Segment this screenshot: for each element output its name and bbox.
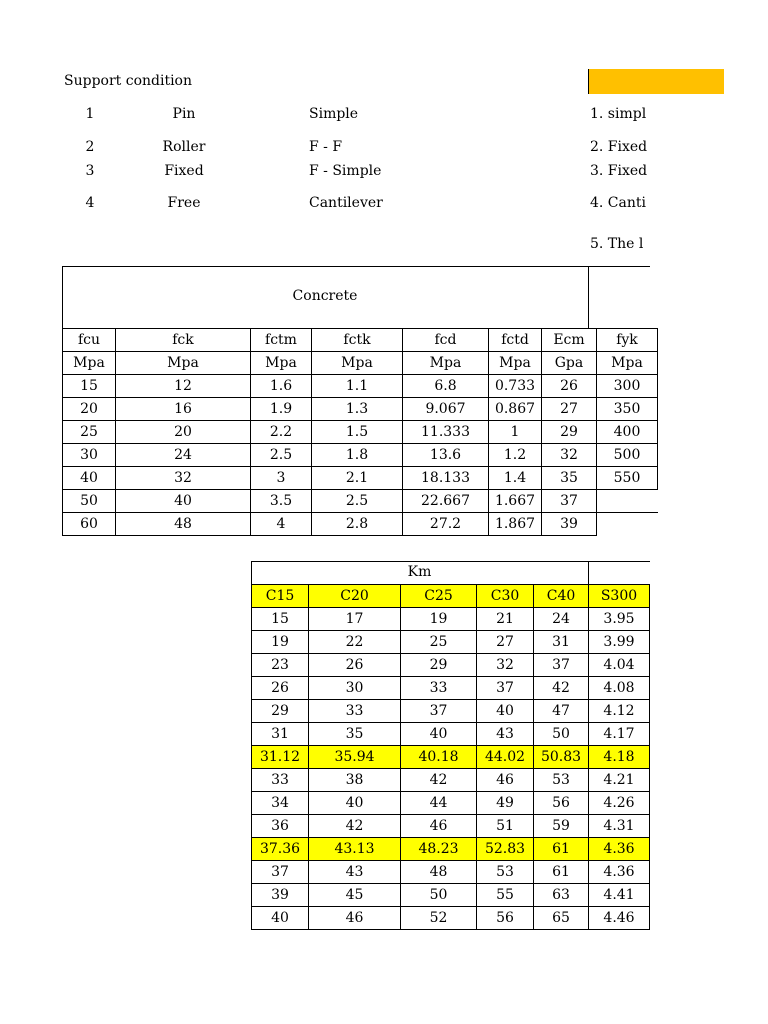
table-cell: 48.23	[401, 838, 477, 861]
table-cell: 400	[597, 421, 658, 444]
table-cell: fck	[116, 329, 251, 352]
table-cell: 29	[401, 654, 477, 677]
concrete-title: Concrete	[292, 288, 358, 304]
table-cell: 46	[401, 815, 477, 838]
table-cell: 30	[63, 444, 116, 467]
table-cell: 50	[534, 723, 589, 746]
table-cell: 4.21	[589, 769, 650, 792]
table-cell: 55	[477, 884, 534, 907]
table-cell: 44	[401, 792, 477, 815]
concrete-table	[62, 328, 658, 536]
table-row	[252, 792, 650, 815]
table-cell: 61	[534, 838, 589, 861]
table-cell: 2.5	[312, 490, 403, 513]
table-cell: 43	[477, 723, 534, 746]
table-cell: fcd	[403, 329, 489, 352]
table-cell: 29	[542, 421, 597, 444]
table-cell: 4.26	[589, 792, 650, 815]
table-cell: 43.13	[309, 838, 401, 861]
table-row	[252, 838, 650, 861]
table-cell: Mpa	[597, 352, 658, 375]
table-cell: 0.867	[489, 398, 542, 421]
table-cell: 40	[309, 792, 401, 815]
table-cell: 33	[252, 769, 309, 792]
table-cell: 32	[542, 444, 597, 467]
table-cell: 40	[252, 907, 309, 930]
table-cell: fcu	[63, 329, 116, 352]
table-cell: 1.3	[312, 398, 403, 421]
table-cell: 300	[597, 375, 658, 398]
table-cell: 24	[116, 444, 251, 467]
table-cell: 13.6	[403, 444, 489, 467]
table-cell: 42	[534, 677, 589, 700]
support-desc: F - F	[309, 139, 343, 155]
table-cell: 4.18	[589, 746, 650, 769]
table-cell: 27.2	[403, 513, 489, 536]
table-cell: 4.17	[589, 723, 650, 746]
table-row	[63, 375, 658, 398]
table-cell: 4.36	[589, 861, 650, 884]
table-cell: Mpa	[403, 352, 489, 375]
support-num: 2	[85, 139, 95, 155]
table-cell: fyk	[597, 329, 658, 352]
table-cell: 60	[63, 513, 116, 536]
table-cell: C40	[534, 585, 589, 608]
table-cell: 2.8	[312, 513, 403, 536]
support-type: Roller	[162, 139, 206, 155]
table-row	[252, 769, 650, 792]
concrete-units-row	[63, 352, 658, 375]
table-cell: 23	[252, 654, 309, 677]
support-type: Fixed	[164, 163, 204, 179]
table-cell: 26	[252, 677, 309, 700]
table-cell: 21	[477, 608, 534, 631]
table-cell: 350	[597, 398, 658, 421]
table-cell: 31	[252, 723, 309, 746]
table-cell: 4.41	[589, 884, 650, 907]
table-cell: 2.5	[251, 444, 312, 467]
table-cell: 4.46	[589, 907, 650, 930]
table-cell: 52	[401, 907, 477, 930]
table-cell: 48	[401, 861, 477, 884]
table-cell: 44.02	[477, 746, 534, 769]
table-cell: C25	[401, 585, 477, 608]
table-cell: 4	[251, 513, 312, 536]
support-type: Free	[167, 195, 201, 211]
table-cell: 30	[309, 677, 401, 700]
table-cell	[597, 490, 658, 513]
table-row	[252, 746, 650, 769]
support-num: 3	[85, 163, 95, 179]
table-cell: 37	[252, 861, 309, 884]
table-cell: 59	[534, 815, 589, 838]
table-row	[252, 907, 650, 930]
table-cell: 40	[477, 700, 534, 723]
table-cell: 37	[534, 654, 589, 677]
table-cell: 29	[252, 700, 309, 723]
table-cell: 39	[542, 513, 597, 536]
table-cell: 31.12	[252, 746, 309, 769]
table-cell: Gpa	[542, 352, 597, 375]
table-cell: 4.04	[589, 654, 650, 677]
table-row	[252, 884, 650, 907]
table-cell: 33	[401, 677, 477, 700]
table-row	[252, 677, 650, 700]
table-cell: 47	[534, 700, 589, 723]
table-cell: 1.8	[312, 444, 403, 467]
table-cell: 22	[309, 631, 401, 654]
table-cell: 1.5	[312, 421, 403, 444]
table-cell: S300	[589, 585, 650, 608]
table-cell	[597, 513, 658, 536]
table-cell: 0.733	[489, 375, 542, 398]
table-row	[252, 700, 650, 723]
table-cell: 43	[309, 861, 401, 884]
table-cell: 37	[477, 677, 534, 700]
table-cell: 25	[401, 631, 477, 654]
table-cell: 45	[309, 884, 401, 907]
table-cell: 40	[63, 467, 116, 490]
table-row	[63, 513, 658, 536]
km-table	[251, 584, 650, 930]
table-cell: 52.83	[477, 838, 534, 861]
table-cell: 15	[252, 608, 309, 631]
table-cell: 33	[309, 700, 401, 723]
support-desc: Simple	[309, 106, 359, 122]
table-cell: 20	[116, 421, 251, 444]
table-cell: 53	[477, 861, 534, 884]
km-header-row	[252, 585, 650, 608]
table-row	[63, 467, 658, 490]
table-cell: 40.18	[401, 746, 477, 769]
highlighted-cell	[588, 69, 724, 94]
table-cell: 550	[597, 467, 658, 490]
table-cell: 3.5	[251, 490, 312, 513]
table-cell: 4.12	[589, 700, 650, 723]
table-cell: 36	[252, 815, 309, 838]
note-item: 4. Canti	[590, 195, 646, 211]
table-cell: 26	[309, 654, 401, 677]
table-cell: 1.6	[251, 375, 312, 398]
table-row	[63, 398, 658, 421]
table-cell: 15	[63, 375, 116, 398]
table-row	[252, 608, 650, 631]
table-cell: 37	[401, 700, 477, 723]
table-cell: 42	[309, 815, 401, 838]
table-cell: 9.067	[403, 398, 489, 421]
table-cell: C30	[477, 585, 534, 608]
table-cell: 3.99	[589, 631, 650, 654]
table-cell: 53	[534, 769, 589, 792]
support-desc: Cantilever	[309, 195, 383, 211]
note-item: 1. simpl	[590, 106, 647, 122]
table-cell: 63	[534, 884, 589, 907]
table-cell: 1.4	[489, 467, 542, 490]
support-condition-title: Support condition	[64, 73, 193, 89]
table-cell: 34	[252, 792, 309, 815]
table-cell: 3	[251, 467, 312, 490]
table-cell: 2.2	[251, 421, 312, 444]
table-cell: 39	[252, 884, 309, 907]
table-cell: fctm	[251, 329, 312, 352]
table-cell: 40	[116, 490, 251, 513]
table-row	[252, 631, 650, 654]
table-cell: 56	[534, 792, 589, 815]
table-cell: 35	[542, 467, 597, 490]
table-cell: Mpa	[116, 352, 251, 375]
table-cell: 1	[489, 421, 542, 444]
table-cell: 2.1	[312, 467, 403, 490]
table-cell: 12	[116, 375, 251, 398]
table-cell: 50	[401, 884, 477, 907]
table-cell: C20	[309, 585, 401, 608]
table-cell: 4.08	[589, 677, 650, 700]
table-cell: 25	[63, 421, 116, 444]
table-cell: 35	[309, 723, 401, 746]
table-cell: 1.667	[489, 490, 542, 513]
table-cell: 46	[477, 769, 534, 792]
note-item: 3. Fixed	[590, 163, 648, 179]
concrete-header-row	[63, 329, 658, 352]
table-cell: 37.36	[252, 838, 309, 861]
table-cell: 40	[401, 723, 477, 746]
table-cell: 27	[542, 398, 597, 421]
table-row	[63, 421, 658, 444]
table-cell: 50	[63, 490, 116, 513]
table-cell: 1.1	[312, 375, 403, 398]
table-cell: 51	[477, 815, 534, 838]
table-cell: 19	[401, 608, 477, 631]
table-cell: 50.83	[534, 746, 589, 769]
table-cell: 11.333	[403, 421, 489, 444]
table-cell: 32	[477, 654, 534, 677]
table-cell: 32	[116, 467, 251, 490]
table-cell: 6.8	[403, 375, 489, 398]
table-row	[252, 723, 650, 746]
table-cell: fctk	[312, 329, 403, 352]
table-cell: 1.9	[251, 398, 312, 421]
note-item: 2. Fixed	[590, 139, 648, 155]
table-row	[252, 861, 650, 884]
table-cell: 4.31	[589, 815, 650, 838]
support-desc: F - Simple	[309, 163, 382, 179]
support-type: Pin	[172, 106, 196, 122]
table-cell: 18.133	[403, 467, 489, 490]
table-cell: 24	[534, 608, 589, 631]
note-item: 5. The l	[590, 236, 644, 252]
table-cell: C15	[252, 585, 309, 608]
table-cell: 4.36	[589, 838, 650, 861]
table-row	[63, 444, 658, 467]
table-cell: 46	[309, 907, 401, 930]
table-row	[252, 815, 650, 838]
table-cell: Mpa	[312, 352, 403, 375]
table-cell: 48	[116, 513, 251, 536]
table-cell: Ecm	[542, 329, 597, 352]
support-num: 1	[85, 106, 95, 122]
table-cell: 42	[401, 769, 477, 792]
table-cell: 38	[309, 769, 401, 792]
table-cell: 27	[477, 631, 534, 654]
table-cell: 22.667	[403, 490, 489, 513]
table-cell: 49	[477, 792, 534, 815]
table-cell: 1.2	[489, 444, 542, 467]
table-cell: 1.867	[489, 513, 542, 536]
table-cell: Mpa	[251, 352, 312, 375]
table-cell: 20	[63, 398, 116, 421]
table-cell: 26	[542, 375, 597, 398]
table-row	[63, 490, 658, 513]
table-cell: 17	[309, 608, 401, 631]
table-cell: 19	[252, 631, 309, 654]
table-cell: 31	[534, 631, 589, 654]
table-cell: 37	[542, 490, 597, 513]
table-cell: 56	[477, 907, 534, 930]
table-cell: 61	[534, 861, 589, 884]
table-cell: 500	[597, 444, 658, 467]
table-row	[252, 654, 650, 677]
km-title: Km	[407, 564, 432, 580]
table-cell: 3.95	[589, 608, 650, 631]
table-cell: 65	[534, 907, 589, 930]
table-cell: 16	[116, 398, 251, 421]
table-cell: Mpa	[63, 352, 116, 375]
table-cell: Mpa	[489, 352, 542, 375]
table-cell: 35.94	[309, 746, 401, 769]
support-num: 4	[85, 195, 95, 211]
table-cell: fctd	[489, 329, 542, 352]
